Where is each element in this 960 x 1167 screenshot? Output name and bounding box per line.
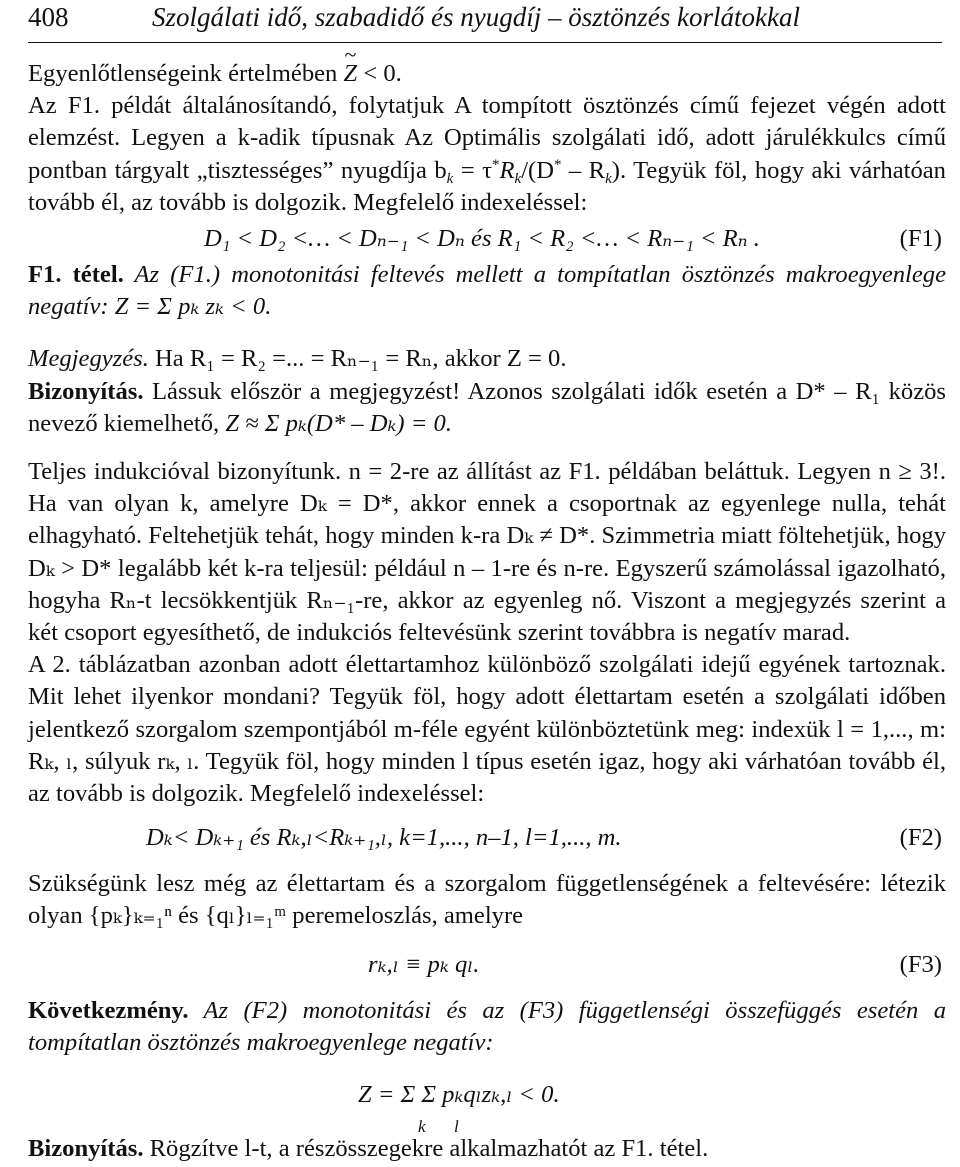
body-text bbox=[28, 58, 946, 1165]
corollary bbox=[28, 995, 946, 1059]
remark-label: Megjegyzés. bbox=[28, 345, 149, 373]
final-proof-label: Bizonyítás. bbox=[28, 1135, 144, 1163]
paragraph-independence: Szükségünk lesz még az élettartam és a szorgalom függetlenségének a feltevésére: létezik olyan {pₖ}ₖ₌₁ⁿ és {qₗ}ₗ₌₁ᵐ peremeloszlás, amelyre bbox=[28, 870, 946, 930]
z-tilde-symbol: ~ Z bbox=[344, 58, 358, 90]
proof-formula: Z ≈ Σ pₖ(D* – Dₖ) = 0. bbox=[225, 409, 452, 437]
sum-index-l: l bbox=[454, 1117, 459, 1137]
equation-F2-body: Dₖ< Dₖ₊₁ és Rₖ,ₗ<Rₖ₊₁,ₗ, k=1,..., n–1, l=1,..., m. bbox=[146, 824, 622, 852]
text-run: Az F1. példát általánosítandó, folytatjuk A tompított ösztönzés című fejezet végén adott elemzést. Legyen a k-adik típusnak Az Optimális szolgálati idő, adott járulékkulcs című pontban tárgyalt „tisztességes” nyugdíja b bbox=[28, 92, 946, 184]
paragraph-table: A 2. táblázatban azonban adott élettartamhoz különböző szolgálati idejű egyének tartoznak. Mit lehet ilyenkor mondani? Tegyük föl, hogy adott élettartam esetén a szolgálati időben jelentkező szorgalom szempontjából m-féle egyént különböztetünk meg: indexük l = 1,..., m: Rₖ, ₗ, súlyuk rₖ, ₗ. Tegyük föl, hogy minden l típus esetén igaz, hogy aki várhatóan tovább él, az tovább is dolgozik. Megfelelő indexeléssel: bbox=[28, 651, 946, 808]
final-proof-text: Rögzítve l-t, a részösszegekre alkalmazhatót az F1. tétel. bbox=[143, 1135, 709, 1163]
header-rule bbox=[28, 42, 942, 43]
theorem-text: Az (F1.) monotonitási feltevés mellett a tompítatlan ösztönzés makroegyenlege negatív: bbox=[28, 261, 947, 321]
equation-F2 bbox=[28, 822, 946, 858]
corollary-text: Az (F2) monotonitási és az (F3) függetlenségi összefüggés esetén a tompítatlan ösztönzés makroegyenlege negatív: bbox=[28, 996, 946, 1056]
equation-F3-label: (F3) bbox=[899, 950, 942, 978]
paragraph-generalize: Az F1. példát általánosítandó, folytatjuk A tompított ösztönzés című fejezet végén adott elemzést. Legyen a k-adik típusnak Az Optimális szolgálati idő, adott járulékkulcs című pontban tárgyalt „tisztességes” nyugdíja $b_k = \tau^*R_k/(D^* - R_k)$. Tegyük föl, hogy aki várhatóan tovább él, az tovább is dolgozik. Megfelelő indexeléssel: bbox=[28, 92, 946, 216]
equation-F3-body: rₖ,ₗ ≡ pₖ qₗ. bbox=[368, 950, 480, 978]
proof-label: Bizonyítás. bbox=[28, 377, 144, 405]
equation-F1 bbox=[28, 223, 946, 259]
sum-index-k: k bbox=[418, 1117, 426, 1137]
proof-1 bbox=[28, 376, 946, 440]
text-run: R bbox=[499, 156, 515, 184]
corollary-label: Következmény. bbox=[28, 996, 189, 1024]
running-title: Szolgálati idő, szabadidő és nyugdíj – ösztönzés korlátokkal bbox=[152, 2, 800, 32]
text-run: /(D bbox=[521, 156, 554, 184]
equation-final bbox=[28, 1079, 946, 1137]
proof-text: Lássuk először a megjegyzést! Azonos szolgálati idők esetén a D* – R₁ közös nevező kiemelhető, bbox=[28, 377, 946, 437]
theorem-label: F1. tétel. bbox=[28, 261, 124, 289]
paragraph-inequality bbox=[28, 58, 946, 90]
theorem-F1 bbox=[28, 259, 946, 323]
theorem-formula: Z = Σ pₖ zₖ < 0. bbox=[114, 293, 272, 321]
remark bbox=[28, 343, 946, 375]
text-run: – R bbox=[561, 156, 606, 184]
text-run: = τ bbox=[453, 156, 492, 184]
equation-F3 bbox=[28, 949, 946, 985]
text-run: < 0. bbox=[357, 60, 402, 87]
running-header bbox=[28, 2, 942, 36]
equation-F2-label: (F2) bbox=[899, 824, 942, 852]
final-proof bbox=[28, 1133, 946, 1165]
page-number: 408 bbox=[28, 2, 69, 32]
equation-F1-body: D₁ < D₂ <… < Dₙ₋₁ < Dₙ és R₁ < R₂ <… < Rₙ₋₁ < Rₙ . bbox=[204, 225, 760, 253]
remark-text: Ha R₁ = R₂ =... = Rₙ₋₁ = Rₙ, akkor Z = 0. bbox=[148, 345, 567, 373]
equation-final-body: Z = Σ Σ pₖqₗzₖ,ₗ < 0. bbox=[358, 1081, 560, 1109]
equation-F1-label: (F1) bbox=[899, 225, 942, 253]
proof-induction: Teljes indukcióval bizonyítunk. n = 2-re az állítást az F1. példában beláttuk. Legyen n ≥ 3!. Ha van olyan k, amelyre Dₖ = D*, akkor ennek a csoportnak az egyenlege nulla, tehát elhagyható. Feltehetjük tehát, hogy minden k-ra Dₖ ≠ D*. Szimmetria miatt föltehetjük, hogy Dₖ > D* legalább két k-ra teljesül: például n – 1-re és n-re. Egyszerű számolással igazolható, hogyha Rₙ-t lecsökkentjük Rₙ₋₁-re, akkor az egyenleg nő. Viszont a megjegyzés szerint a két csoport egyesíthető, de indukciós feltevésünk szerint továbbra is negatív marad. bbox=[28, 458, 946, 647]
text-run: ). Tegyük föl, hogy aki várhatóan tovább él, az tovább is dolgozik. Megfelelő indexeléssel: bbox=[28, 156, 946, 216]
text-run: Egyenlőtlenségeink értelmében bbox=[28, 60, 344, 87]
